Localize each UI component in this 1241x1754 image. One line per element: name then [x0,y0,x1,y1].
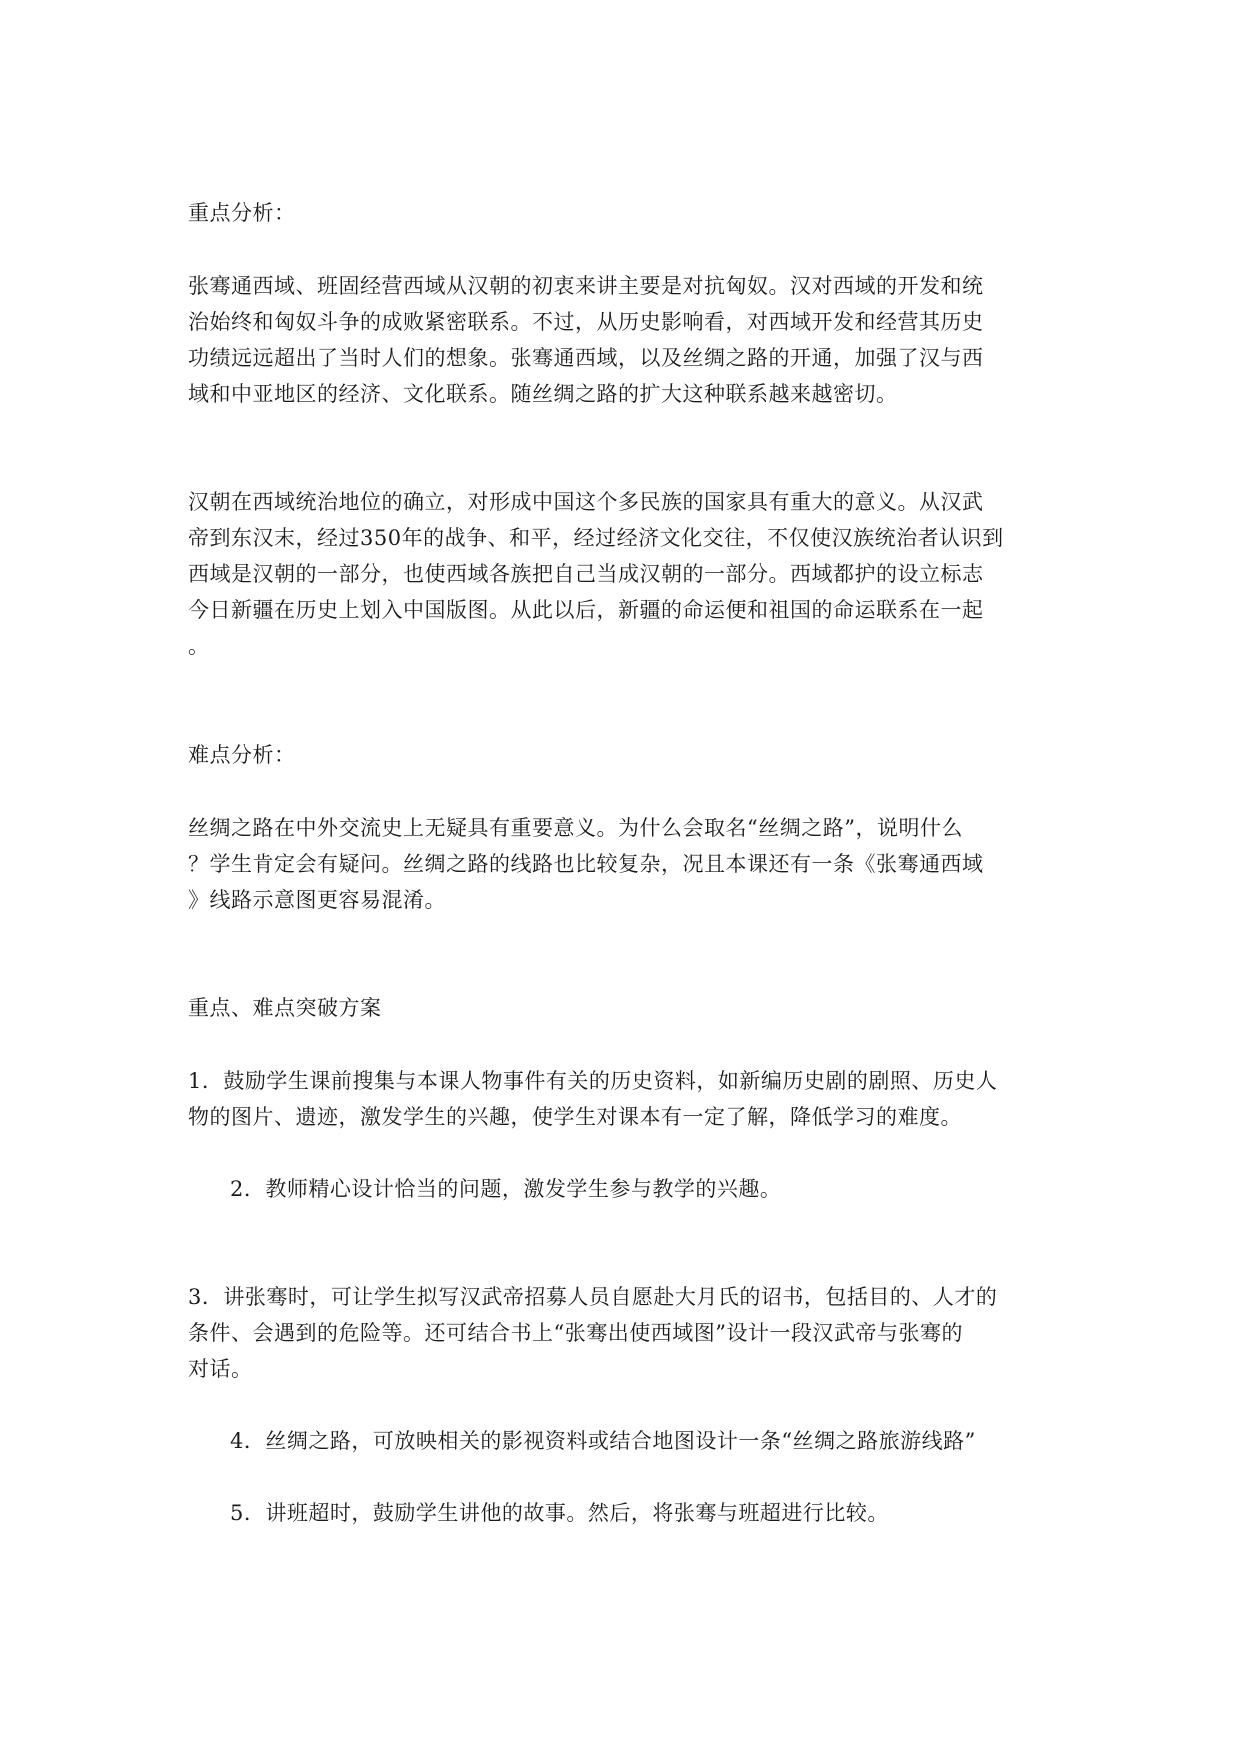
text-line: 。 [188,634,210,658]
text-line: 功绩远远超出了当时人们的想象。张骞通西域，以及丝绸之路的开通，加强了汉与西 [188,346,984,370]
text-line: 条件、会遇到的危险等。还可结合书上“张骞出使西域图”设计一段汉武帝与张骞的 [188,1321,963,1345]
text-line: 今日新疆在历史上划入中国版图。从此以后，新疆的命运便和祖国的命运联系在一起 [188,598,984,622]
difficulty-analysis-paragraph [188,810,984,918]
solution-item-5: 5．讲班超时，鼓励学生讲他的故事。然后，将张骞与班超进行比较。 [230,1501,889,1525]
solution-item-1 [188,1063,997,1135]
solutions-heading: 重点、难点突破方案 [188,996,382,1020]
text-line: 3．讲张骞时，可让学生拟写汉武帝招募人员自愿赴大月氏的诏书，包括目的、人才的 [188,1285,998,1309]
text-line: 物的图片、遗迹，激发学生的兴趣，使学生对课本有一定了解，降低学习的难度。 [188,1105,962,1129]
key-analysis-paragraph-2 [188,484,1004,664]
difficulty-analysis-heading: 难点分析： [188,743,296,767]
text-line: 西域是汉朝的一部分，也使西域各族把自己当成汉朝的一部分。西域都护的设立标志 [188,562,984,586]
text-line: 治始终和匈奴斗争的成败紧密联系。不过，从历史影响看，对西域开发和经营其历史 [188,310,984,334]
solution-item-3 [188,1279,997,1387]
solution-item-2: 2．教师精心设计恰当的问题，激发学生参与教学的兴趣。 [230,1177,782,1201]
text-line: 帝到东汉末，经过350年的战争、和平，经过经济文化交往，不仅使汉族统治者认识到 [188,526,1004,550]
key-analysis-heading: 重点分析： [188,201,296,225]
text-line: 域和中亚地区的经济、文化联系。随丝绸之路的扩大这种联系越来越密切。 [188,382,898,406]
text-line: 汉朝在西域统治地位的确立，对形成中国这个多民族的国家具有重大的意义。从汉武 [188,490,984,514]
text-line: ？学生肯定会有疑问。丝绸之路的线路也比较复杂，况且本课还有一条《张骞通西域 [188,852,984,876]
text-line: 丝绸之路在中外交流史上无疑具有重要意义。为什么会取名“丝绸之路”，说明什么 [188,816,963,840]
text-line: 1．鼓励学生课前搜集与本课人物事件有关的历史资料，如新编历史剧的剧照、历史人 [188,1069,998,1093]
text-line: 对话。 [188,1357,253,1381]
text-line: 张骞通西域、班固经营西域从汉朝的初衷来讲主要是对抗匈奴。汉对西域的开发和统 [188,274,984,298]
text-line: 》线路示意图更容易混淆。 [188,888,446,912]
key-analysis-paragraph-1 [188,268,984,412]
solution-item-4: 4．丝绸之路，可放映相关的影视资料或结合地图设计一条“丝绸之路旅游线路” [230,1429,976,1453]
